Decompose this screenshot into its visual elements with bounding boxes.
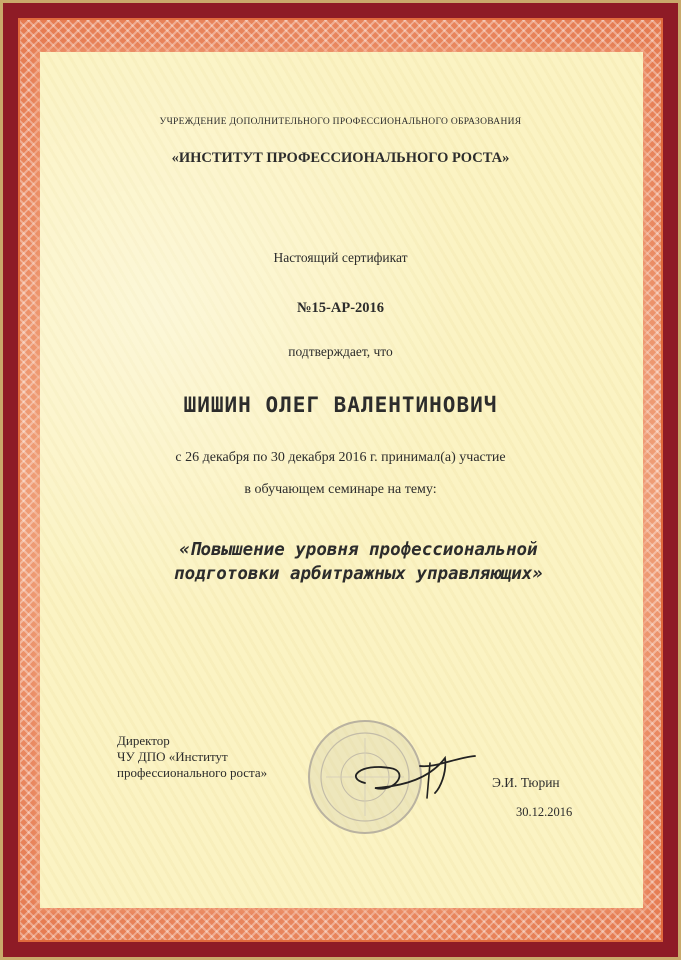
participation-dates: с 26 декабря по 30 декабря 2016 г. принимал(а) участие (175, 450, 506, 465)
director-title-line2: ЧУ ДПО «Институт (117, 749, 228, 764)
signature-icon (335, 738, 495, 808)
seminar-topic-line2: подготовки арбитражных управляющих» (174, 564, 543, 584)
seminar-text: в обучающем семинаре на тему: (244, 482, 437, 497)
confirms-text: подтверждает, что (288, 344, 393, 359)
signer-name: Э.И. Тюрин (492, 775, 560, 790)
seminar-topic-line1: «Повышение уровня профессиональной (179, 540, 538, 560)
institution-type: УЧРЕЖДЕНИЕ ДОПОЛНИТЕЛЬНОГО ПРОФЕССИОНАЛЬНОГО ОБРАЗОВАНИЯ (159, 117, 522, 127)
director-title-line3: профессионального роста» (117, 765, 268, 780)
recipient-name: ШИШИН ОЛЕГ ВАЛЕНТИНОВИЧ (183, 393, 498, 417)
signature-date: 30.12.2016 (516, 805, 573, 819)
director-title-line1: Директор (117, 733, 170, 748)
certificate-number: №15-АР-2016 (296, 300, 385, 316)
director-title (117, 733, 267, 781)
certificate-intro: Настоящий сертификат (273, 250, 408, 265)
institution-name: «ИНСТИТУТ ПРОФЕССИОНАЛЬНОГО РОСТА» (171, 150, 510, 166)
